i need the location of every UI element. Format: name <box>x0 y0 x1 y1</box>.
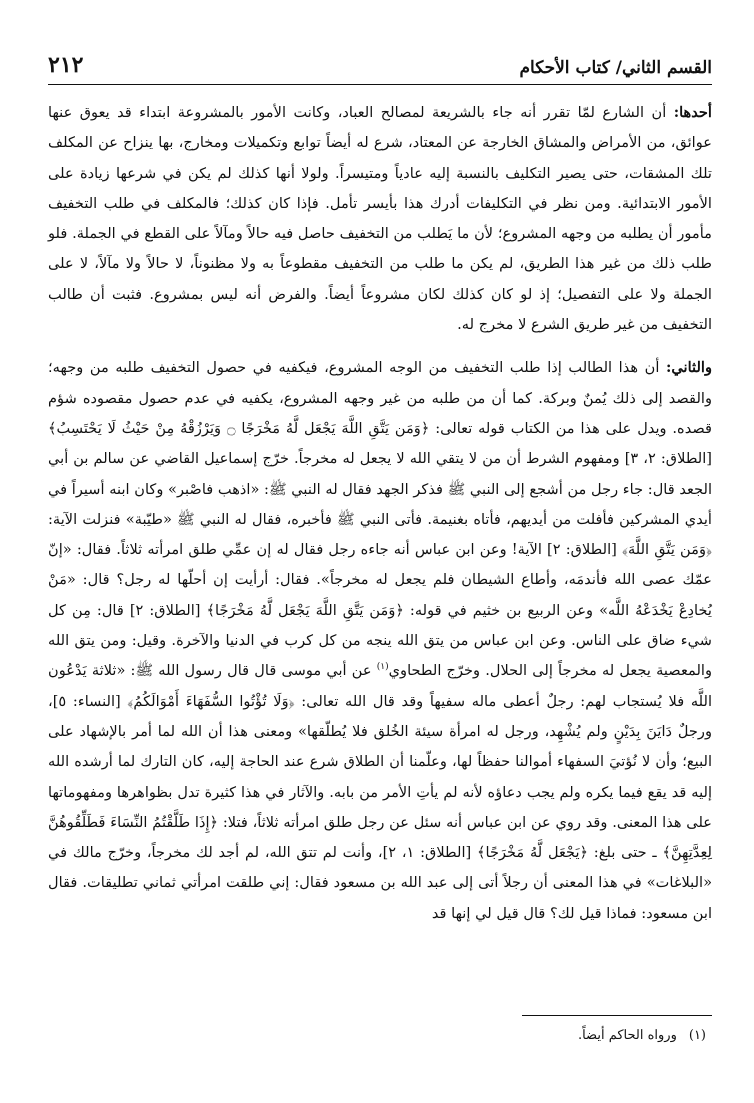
paragraph-first <box>48 98 712 340</box>
paragraph-second <box>48 353 712 929</box>
paragraph-text: أن هذا الطالب إذا طلب التخفيف من الوجه المشروع، فيكفيه في حصول التخفيف طلبه من وجهه؛ والقصد إلى ذلك يُمنٌ وبركة. كما أن من طلبه من غير وجهه المشروع، يكفيه في عدم حصول مقصوده شؤم قصده. ويدل على هذا من الكتاب قوله تعالى: ﴿وَمَن يَتَّقِ اللَّهَ يَجْعَل لَّهُ مَخْرَجًا ۝ وَيَرْزُقْهُ مِنْ حَيْثُ لَا يَحْتَسِبُ﴾ [الطلاق: ٢، ٣] ومفهوم الشرط أن من لا يتقي الله لا يجعل له مخرجاً. خرّج إسماعيل القاضي عن سالم بن أبي الجعد قال: جاء رجل من أشجع إلى النبي ﷺ فذكر الجهد فقال له النبي ﷺ: «اذهب فاصْبر» وكان ابنه أسيراً في أيدي المشركين فأفلت من أيديهم، فأتاه بغنيمة. فأتى النبي ﷺ فأخبره، فقال له النبي ﷺ «طيّبة» فنزلت الآية: ﴿وَمَن يَتَّقِ اللَّهَ﴾ [الطلاق: ٢] الآية! وعن ابن عباس أنه جاءه رجل فقال له إن عمِّي طلق امرأته ثلاثاً. فقال: «إنّ عمّك عصى الله فأندمَه، وأطاع الشيطان فلم يجعل له مخرجاً». فقال: أرأيت إن أحلّها له رجل؟ قال: «مَنْ يُخادِعْ يَخْدَعْهُ اللَّه» وعن الربيع بن خثيم في قوله: ﴿وَمَن يَتَّقِ اللَّهَ يَجْعَل لَّهُ مَخْرَجًا﴾ [الطلاق: ٢] قال: مِن كل شيء ضاق على الناس. وعن ابن عباس من يتق الله ينجه من كل كرب في الدنيا والآخرة. وقيل: ومن يتق الله والمعصية يجعل له مخرجاً إلى الحلال. وخرّج الطحاوي <box>48 359 712 680</box>
footnote-divider <box>522 1015 712 1016</box>
body-text <box>48 98 712 929</box>
paragraph-text: أن الشارع لمّا تقرر أنه جاء بالشريعة لمصالح العباد، وكانت الأمور بالمشروعة ابتداء قد يعوق عنها عوائق، من الأمراض والمشاق الخارجة عن المعتاد، شرع له أيضاً توابع وتكميلات ومخارج، بها ينزاح عن المكلف تلك المشقات، حتى يصير التكليف بالنسبة إليه عادياً ومتيسراً. ولولا أنها كذلك لم يكن في شرعها زيادة على الأمور الابتدائية. ومن نظر في التكليفات أدرك هذا بأيسر تأمل. فإذا كان كذلك؛ فالمكلف في طلب التخفيف مأمور أن يطلبه من وجهه المشروع؛ لأن ما يَطلب من التخفيف حاصل فيه حالاً ومآلاً على القطع في الجملة. فلو طلب ذلك من غير هذا الطريق، لم يكن ما طلب من التخفيف مقطوعاً به ولا مظنوناً، لا حالاً ولا مآلاً، لا على الجملة ولا على التفصيل؛ إذ لو كان كذلك لكان مشروعاً أيضاً. والفرض أنه ليس بمشروع. فثبت أن طالب التخفيف من غير طريق الشرع لا مخرج له. <box>48 104 712 334</box>
paragraph-lead: أحدها: <box>673 104 712 121</box>
footnote-number: (١) <box>688 1028 706 1043</box>
running-title: القسم الثاني/ كتاب الأحكام <box>519 58 712 78</box>
footnote <box>48 1026 706 1046</box>
paragraph-lead: والثاني: <box>665 359 712 377</box>
page-number: ٢١٢ <box>48 52 84 78</box>
footnote-reference[interactable]: (١) <box>376 662 389 673</box>
page-header <box>48 52 712 85</box>
paragraph-text-continued: عن أبي موسى قال قال رسول الله ﷺ: «ثلاثة يَدْعُون اللَّه فلا يُستجاب لهم: رجلٌ أعطى ماله سفيهاً وقد قال الله تعالى: ﴿وَلَا تُؤْتُوا السُّفَهَاءَ أَمْوَالَكُمُ﴾ [النساء: ٥]، ورجلٌ دَايَنَ بِدَيْنٍ ولم يُشْهِد، ورجل له امرأة سيئة الخُلق فلا يُطلّقها» ومعنى هذا أن الله لما أمر بالإشهاد على البيع؛ وأن لا نُؤتيَ السفهاء أموالنا حفظاً لها، وعلّمنا أن الطلاق شرع عند الحاجة إليه، كان التارك لما أرشده الله إليه قد يقع فيما يكره ولم يجب دعاؤه لأنه لم يأتِ الأمر من بابه. والآثار في هذا كثيرة تدل بظواهرها ومفهوماتها على هذا المعنى. وقد روي عن ابن عباس أنه سئل عن رجل طلق امرأته ثلاثاً، فتلا: ﴿إِذَا طَلَّقْتُمُ النِّسَاءَ فَطَلِّقُوهُنَّ لِعِدَّتِهِنَّ﴾ ـ حتى بلغ: ﴿يَجْعَل لَّهُ مَخْرَجًا﴾ [الطلاق: ١، ٢]، وأنت لم تتق الله، لم أجد لك مخرجاً، وخرّج مالك في «البلاغات» في هذا المعنى أن رجلاً أتى إلى عبد الله بن مسعود فقال: إني طلقت امرأتي ثماني تطليقات. فقال ابن مسعود: فماذا قيل لك؟ قال قيل لي إنها قد <box>48 662 712 922</box>
footnote-text: ورواه الحاكم أيضاً. <box>577 1028 677 1043</box>
